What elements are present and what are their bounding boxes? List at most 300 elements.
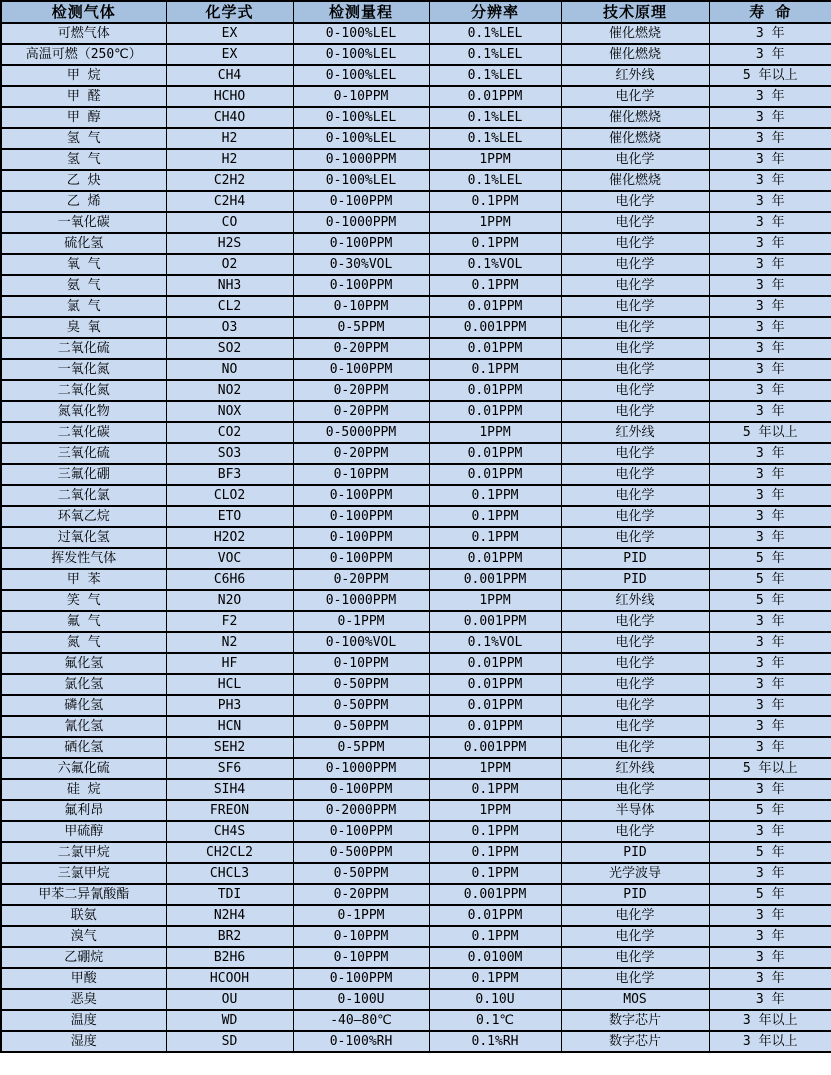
cell-lifespan: 3 年 (709, 674, 831, 695)
cell-technology-principle: 电化学 (561, 443, 709, 464)
cell-chemical-formula: HF (166, 653, 293, 674)
cell-chemical-formula: CHCL3 (166, 863, 293, 884)
cell-gas-name: 氨 气 (1, 275, 166, 296)
cell-detection-range: 0-1000PPM (293, 758, 429, 779)
cell-resolution: 0.1%LEL (429, 23, 561, 44)
cell-lifespan: 3 年 (709, 296, 831, 317)
cell-detection-range: 0-100PPM (293, 527, 429, 548)
cell-lifespan: 5 年 (709, 590, 831, 611)
table-row (1, 401, 831, 422)
cell-resolution: 0.001PPM (429, 611, 561, 632)
cell-detection-range: 0-20PPM (293, 569, 429, 590)
cell-gas-name: 乙硼烷 (1, 947, 166, 968)
table-row (1, 1010, 831, 1031)
cell-chemical-formula: C2H4 (166, 191, 293, 212)
header-detection-range: 检测量程 (293, 1, 429, 23)
cell-technology-principle: 电化学 (561, 611, 709, 632)
cell-technology-principle: 电化学 (561, 401, 709, 422)
cell-detection-range: 0-50PPM (293, 674, 429, 695)
cell-lifespan: 3 年 (709, 905, 831, 926)
cell-gas-name: 氯化氢 (1, 674, 166, 695)
cell-gas-name: 二氯甲烷 (1, 842, 166, 863)
cell-technology-principle: 电化学 (561, 926, 709, 947)
cell-technology-principle: 电化学 (561, 317, 709, 338)
cell-detection-range: 0-20PPM (293, 380, 429, 401)
cell-detection-range: 0-100PPM (293, 548, 429, 569)
cell-chemical-formula: H2 (166, 149, 293, 170)
cell-chemical-formula: F2 (166, 611, 293, 632)
table-row (1, 527, 831, 548)
cell-chemical-formula: N2 (166, 632, 293, 653)
table-row (1, 716, 831, 737)
table-row (1, 149, 831, 170)
cell-detection-range: 0-1PPM (293, 905, 429, 926)
cell-detection-range: 0-20PPM (293, 338, 429, 359)
cell-resolution: 0.01PPM (429, 674, 561, 695)
cell-technology-principle: 电化学 (561, 485, 709, 506)
cell-lifespan: 3 年 (709, 44, 831, 65)
cell-technology-principle: PID (561, 842, 709, 863)
cell-chemical-formula: BF3 (166, 464, 293, 485)
cell-gas-name: 三氟化硼 (1, 464, 166, 485)
table-row (1, 779, 831, 800)
table-header (1, 1, 831, 23)
cell-technology-principle: 电化学 (561, 359, 709, 380)
cell-detection-range: 0-5PPM (293, 737, 429, 758)
cell-detection-range: 0-2000PPM (293, 800, 429, 821)
cell-detection-range: 0-10PPM (293, 296, 429, 317)
cell-chemical-formula: B2H6 (166, 947, 293, 968)
cell-technology-principle: 电化学 (561, 464, 709, 485)
cell-gas-name: 二氧化碳 (1, 422, 166, 443)
cell-chemical-formula: SEH2 (166, 737, 293, 758)
cell-chemical-formula: CH2CL2 (166, 842, 293, 863)
cell-resolution: 0.1℃ (429, 1010, 561, 1031)
cell-detection-range: 0-100PPM (293, 506, 429, 527)
cell-chemical-formula: SIH4 (166, 779, 293, 800)
cell-resolution: 0.01PPM (429, 86, 561, 107)
cell-technology-principle: 催化燃烧 (561, 23, 709, 44)
cell-technology-principle: 电化学 (561, 86, 709, 107)
cell-resolution: 0.0100M (429, 947, 561, 968)
cell-gas-name: 温度 (1, 1010, 166, 1031)
cell-detection-range: 0-10PPM (293, 926, 429, 947)
cell-resolution: 0.01PPM (429, 443, 561, 464)
cell-chemical-formula: CO2 (166, 422, 293, 443)
cell-gas-name: 氢 气 (1, 128, 166, 149)
cell-lifespan: 3 年 (709, 338, 831, 359)
cell-chemical-formula: PH3 (166, 695, 293, 716)
cell-technology-principle: 电化学 (561, 695, 709, 716)
cell-lifespan: 3 年 (709, 989, 831, 1010)
cell-detection-range: 0-100%LEL (293, 44, 429, 65)
cell-technology-principle: 电化学 (561, 632, 709, 653)
cell-lifespan: 3 年以上 (709, 1010, 831, 1031)
cell-detection-range: 0-10PPM (293, 86, 429, 107)
cell-chemical-formula: CO (166, 212, 293, 233)
cell-detection-range: 0-100PPM (293, 359, 429, 380)
cell-gas-name: 高温可燃（250℃） (1, 44, 166, 65)
cell-technology-principle: 催化燃烧 (561, 128, 709, 149)
cell-gas-name: 过氧化氢 (1, 527, 166, 548)
cell-chemical-formula: WD (166, 1010, 293, 1031)
cell-gas-name: 氰化氢 (1, 716, 166, 737)
table-row (1, 506, 831, 527)
cell-resolution: 0.1PPM (429, 779, 561, 800)
cell-lifespan: 3 年 (709, 779, 831, 800)
cell-detection-range: 0-100PPM (293, 779, 429, 800)
table-row (1, 989, 831, 1010)
cell-resolution: 0.01PPM (429, 653, 561, 674)
table-row (1, 569, 831, 590)
cell-lifespan: 3 年 (709, 254, 831, 275)
cell-detection-range: 0-50PPM (293, 863, 429, 884)
cell-gas-name: 氢 气 (1, 149, 166, 170)
cell-detection-range: 0-1000PPM (293, 149, 429, 170)
cell-chemical-formula: HCN (166, 716, 293, 737)
table-row (1, 443, 831, 464)
cell-technology-principle: 电化学 (561, 380, 709, 401)
cell-detection-range: 0-20PPM (293, 884, 429, 905)
cell-lifespan: 3 年 (709, 359, 831, 380)
cell-lifespan: 5 年 (709, 842, 831, 863)
cell-detection-range: 0-10PPM (293, 464, 429, 485)
cell-lifespan: 3 年 (709, 632, 831, 653)
cell-resolution: 0.01PPM (429, 380, 561, 401)
cell-lifespan: 3 年 (709, 695, 831, 716)
cell-resolution: 0.1%LEL (429, 128, 561, 149)
cell-gas-name: 氮氧化物 (1, 401, 166, 422)
cell-detection-range: 0-100PPM (293, 191, 429, 212)
cell-chemical-formula: NO (166, 359, 293, 380)
cell-technology-principle: 电化学 (561, 275, 709, 296)
cell-resolution: 1PPM (429, 212, 561, 233)
cell-lifespan: 5 年 (709, 884, 831, 905)
cell-gas-name: 甲 醇 (1, 107, 166, 128)
cell-chemical-formula: TDI (166, 884, 293, 905)
table-row (1, 233, 831, 254)
cell-chemical-formula: NO2 (166, 380, 293, 401)
cell-technology-principle: 电化学 (561, 737, 709, 758)
cell-lifespan: 5 年以上 (709, 758, 831, 779)
cell-resolution: 0.1%VOL (429, 254, 561, 275)
cell-technology-principle: 电化学 (561, 653, 709, 674)
cell-resolution: 0.1%LEL (429, 170, 561, 191)
cell-detection-range: 0-100%LEL (293, 128, 429, 149)
cell-chemical-formula: O3 (166, 317, 293, 338)
cell-resolution: 0.1PPM (429, 968, 561, 989)
table-row (1, 128, 831, 149)
cell-technology-principle: PID (561, 884, 709, 905)
cell-detection-range: 0-100PPM (293, 821, 429, 842)
cell-technology-principle: 红外线 (561, 758, 709, 779)
cell-technology-principle: 半导体 (561, 800, 709, 821)
cell-gas-name: 甲 烷 (1, 65, 166, 86)
table-row (1, 758, 831, 779)
cell-chemical-formula: H2O2 (166, 527, 293, 548)
table-row (1, 422, 831, 443)
cell-gas-name: 硅 烷 (1, 779, 166, 800)
cell-detection-range: 0-500PPM (293, 842, 429, 863)
cell-resolution: 0.01PPM (429, 905, 561, 926)
cell-gas-name: 氮 气 (1, 632, 166, 653)
cell-technology-principle: 电化学 (561, 821, 709, 842)
cell-gas-name: 联氨 (1, 905, 166, 926)
cell-gas-name: 环氧乙烷 (1, 506, 166, 527)
cell-gas-name: 甲硫醇 (1, 821, 166, 842)
cell-lifespan: 3 年 (709, 149, 831, 170)
cell-chemical-formula: SO2 (166, 338, 293, 359)
cell-resolution: 0.1PPM (429, 359, 561, 380)
cell-resolution: 1PPM (429, 590, 561, 611)
cell-technology-principle: 电化学 (561, 506, 709, 527)
cell-lifespan: 3 年 (709, 191, 831, 212)
cell-chemical-formula: HCOOH (166, 968, 293, 989)
cell-chemical-formula: FREON (166, 800, 293, 821)
cell-chemical-formula: BR2 (166, 926, 293, 947)
cell-detection-range: 0-100%LEL (293, 23, 429, 44)
table-row (1, 737, 831, 758)
cell-gas-name: 磷化氢 (1, 695, 166, 716)
cell-technology-principle: 催化燃烧 (561, 107, 709, 128)
cell-gas-name: 三氧化硫 (1, 443, 166, 464)
cell-lifespan: 3 年 (709, 926, 831, 947)
table-row (1, 296, 831, 317)
cell-chemical-formula: VOC (166, 548, 293, 569)
table-row (1, 548, 831, 569)
cell-lifespan: 3 年 (709, 464, 831, 485)
cell-chemical-formula: NH3 (166, 275, 293, 296)
cell-resolution: 0.01PPM (429, 338, 561, 359)
cell-technology-principle: 数字芯片 (561, 1031, 709, 1052)
cell-gas-name: 恶臭 (1, 989, 166, 1010)
cell-detection-range: 0-20PPM (293, 443, 429, 464)
table-row (1, 884, 831, 905)
table-row (1, 464, 831, 485)
cell-resolution: 0.01PPM (429, 695, 561, 716)
cell-resolution: 0.1PPM (429, 842, 561, 863)
table-row (1, 191, 831, 212)
table-row (1, 590, 831, 611)
cell-technology-principle: 电化学 (561, 527, 709, 548)
cell-detection-range: 0-100PPM (293, 968, 429, 989)
cell-lifespan: 3 年 (709, 485, 831, 506)
cell-detection-range: 0-1000PPM (293, 590, 429, 611)
cell-chemical-formula: SF6 (166, 758, 293, 779)
cell-detection-range: 0-50PPM (293, 716, 429, 737)
cell-technology-principle: 电化学 (561, 674, 709, 695)
table-row (1, 695, 831, 716)
cell-gas-name: 湿度 (1, 1031, 166, 1052)
cell-lifespan: 3 年 (709, 947, 831, 968)
cell-gas-name: 甲 苯 (1, 569, 166, 590)
cell-resolution: 0.1%RH (429, 1031, 561, 1052)
header-chemical-formula: 化学式 (166, 1, 293, 23)
cell-gas-name: 溴气 (1, 926, 166, 947)
cell-technology-principle: MOS (561, 989, 709, 1010)
cell-resolution: 0.1%LEL (429, 107, 561, 128)
table-row (1, 485, 831, 506)
table-body (1, 23, 831, 1052)
cell-chemical-formula: O2 (166, 254, 293, 275)
cell-chemical-formula: HCHO (166, 86, 293, 107)
cell-technology-principle: 催化燃烧 (561, 44, 709, 65)
cell-technology-principle: PID (561, 569, 709, 590)
table-row (1, 611, 831, 632)
cell-chemical-formula: NOX (166, 401, 293, 422)
cell-detection-range: 0-100%LEL (293, 107, 429, 128)
cell-lifespan: 3 年 (709, 170, 831, 191)
table-row (1, 44, 831, 65)
cell-resolution: 0.1%LEL (429, 65, 561, 86)
header-row (1, 1, 831, 23)
cell-technology-principle: 电化学 (561, 716, 709, 737)
cell-technology-principle: 电化学 (561, 905, 709, 926)
cell-resolution: 1PPM (429, 800, 561, 821)
table-row (1, 23, 831, 44)
cell-gas-name: 氟化氢 (1, 653, 166, 674)
cell-gas-name: 二氧化氯 (1, 485, 166, 506)
cell-chemical-formula: EX (166, 23, 293, 44)
header-resolution: 分辨率 (429, 1, 561, 23)
cell-lifespan: 3 年 (709, 212, 831, 233)
cell-resolution: 0.001PPM (429, 317, 561, 338)
cell-gas-name: 氧 气 (1, 254, 166, 275)
cell-chemical-formula: CLO2 (166, 485, 293, 506)
cell-lifespan: 3 年 (709, 401, 831, 422)
table-row (1, 317, 831, 338)
table-row (1, 359, 831, 380)
cell-resolution: 1PPM (429, 422, 561, 443)
cell-resolution: 0.01PPM (429, 296, 561, 317)
cell-resolution: 0.1PPM (429, 233, 561, 254)
cell-technology-principle: 电化学 (561, 191, 709, 212)
cell-lifespan: 3 年 (709, 317, 831, 338)
table-row (1, 905, 831, 926)
cell-resolution: 0.1PPM (429, 485, 561, 506)
cell-resolution: 0.10U (429, 989, 561, 1010)
cell-chemical-formula: C6H6 (166, 569, 293, 590)
cell-resolution: 0.1PPM (429, 527, 561, 548)
cell-gas-name: 可燃气体 (1, 23, 166, 44)
cell-chemical-formula: EX (166, 44, 293, 65)
cell-detection-range: 0-100U (293, 989, 429, 1010)
cell-technology-principle: 电化学 (561, 968, 709, 989)
cell-lifespan: 5 年 (709, 569, 831, 590)
cell-gas-name: 甲酸 (1, 968, 166, 989)
cell-lifespan: 3 年 (709, 233, 831, 254)
cell-lifespan: 3 年 (709, 506, 831, 527)
cell-gas-name: 一氧化氮 (1, 359, 166, 380)
cell-resolution: 0.001PPM (429, 884, 561, 905)
cell-lifespan: 3 年 (709, 275, 831, 296)
cell-gas-name: 笑 气 (1, 590, 166, 611)
table-row (1, 275, 831, 296)
table-row (1, 65, 831, 86)
cell-gas-name: 三氯甲烷 (1, 863, 166, 884)
cell-lifespan: 3 年 (709, 380, 831, 401)
cell-chemical-formula: H2S (166, 233, 293, 254)
table-row (1, 842, 831, 863)
cell-technology-principle: 数字芯片 (561, 1010, 709, 1031)
cell-technology-principle: 电化学 (561, 296, 709, 317)
cell-technology-principle: 电化学 (561, 149, 709, 170)
cell-technology-principle: PID (561, 548, 709, 569)
cell-chemical-formula: CH4S (166, 821, 293, 842)
table-row (1, 947, 831, 968)
table-row (1, 380, 831, 401)
cell-lifespan: 3 年 (709, 443, 831, 464)
cell-gas-name: 甲 醛 (1, 86, 166, 107)
cell-detection-range: 0-30%VOL (293, 254, 429, 275)
cell-resolution: 0.01PPM (429, 716, 561, 737)
table-row (1, 1031, 831, 1052)
cell-gas-name: 氯 气 (1, 296, 166, 317)
cell-resolution: 0.001PPM (429, 737, 561, 758)
cell-resolution: 0.1PPM (429, 821, 561, 842)
cell-detection-range: 0-1000PPM (293, 212, 429, 233)
table-row (1, 632, 831, 653)
cell-gas-name: 氟 气 (1, 611, 166, 632)
cell-gas-name: 硫化氢 (1, 233, 166, 254)
cell-gas-name: 二氧化硫 (1, 338, 166, 359)
cell-resolution: 0.001PPM (429, 569, 561, 590)
table-row (1, 653, 831, 674)
cell-resolution: 0.01PPM (429, 464, 561, 485)
cell-technology-principle: 电化学 (561, 779, 709, 800)
cell-lifespan: 3 年 (709, 863, 831, 884)
cell-resolution: 0.01PPM (429, 548, 561, 569)
cell-technology-principle: 红外线 (561, 422, 709, 443)
cell-gas-name: 臭 氧 (1, 317, 166, 338)
cell-gas-name: 乙 炔 (1, 170, 166, 191)
cell-technology-principle: 催化燃烧 (561, 170, 709, 191)
cell-gas-name: 甲苯二异氰酸酯 (1, 884, 166, 905)
cell-chemical-formula: H2 (166, 128, 293, 149)
cell-detection-range: 0-20PPM (293, 401, 429, 422)
cell-resolution: 0.1PPM (429, 275, 561, 296)
cell-detection-range: 0-100%VOL (293, 632, 429, 653)
cell-resolution: 0.1PPM (429, 926, 561, 947)
table-row (1, 170, 831, 191)
cell-chemical-formula: CH4O (166, 107, 293, 128)
cell-lifespan: 3 年 (709, 968, 831, 989)
cell-lifespan: 3 年 (709, 716, 831, 737)
cell-detection-range: 0-100PPM (293, 275, 429, 296)
header-technology-principle: 技术原理 (561, 1, 709, 23)
cell-resolution: 0.1%LEL (429, 44, 561, 65)
table-row (1, 821, 831, 842)
cell-detection-range: 0-100%LEL (293, 65, 429, 86)
cell-resolution: 0.1PPM (429, 863, 561, 884)
cell-gas-name: 二氧化氮 (1, 380, 166, 401)
cell-technology-principle: 电化学 (561, 233, 709, 254)
cell-lifespan: 3 年 (709, 86, 831, 107)
cell-resolution: 0.1%VOL (429, 632, 561, 653)
cell-gas-name: 六氟化硫 (1, 758, 166, 779)
cell-chemical-formula: OU (166, 989, 293, 1010)
cell-technology-principle: 光学波导 (561, 863, 709, 884)
cell-chemical-formula: CH4 (166, 65, 293, 86)
table-row (1, 338, 831, 359)
cell-technology-principle: 电化学 (561, 947, 709, 968)
cell-gas-name: 挥发性气体 (1, 548, 166, 569)
cell-detection-range: 0-10PPM (293, 947, 429, 968)
table-row (1, 254, 831, 275)
cell-lifespan: 5 年以上 (709, 65, 831, 86)
cell-technology-principle: 电化学 (561, 338, 709, 359)
cell-lifespan: 3 年 (709, 821, 831, 842)
